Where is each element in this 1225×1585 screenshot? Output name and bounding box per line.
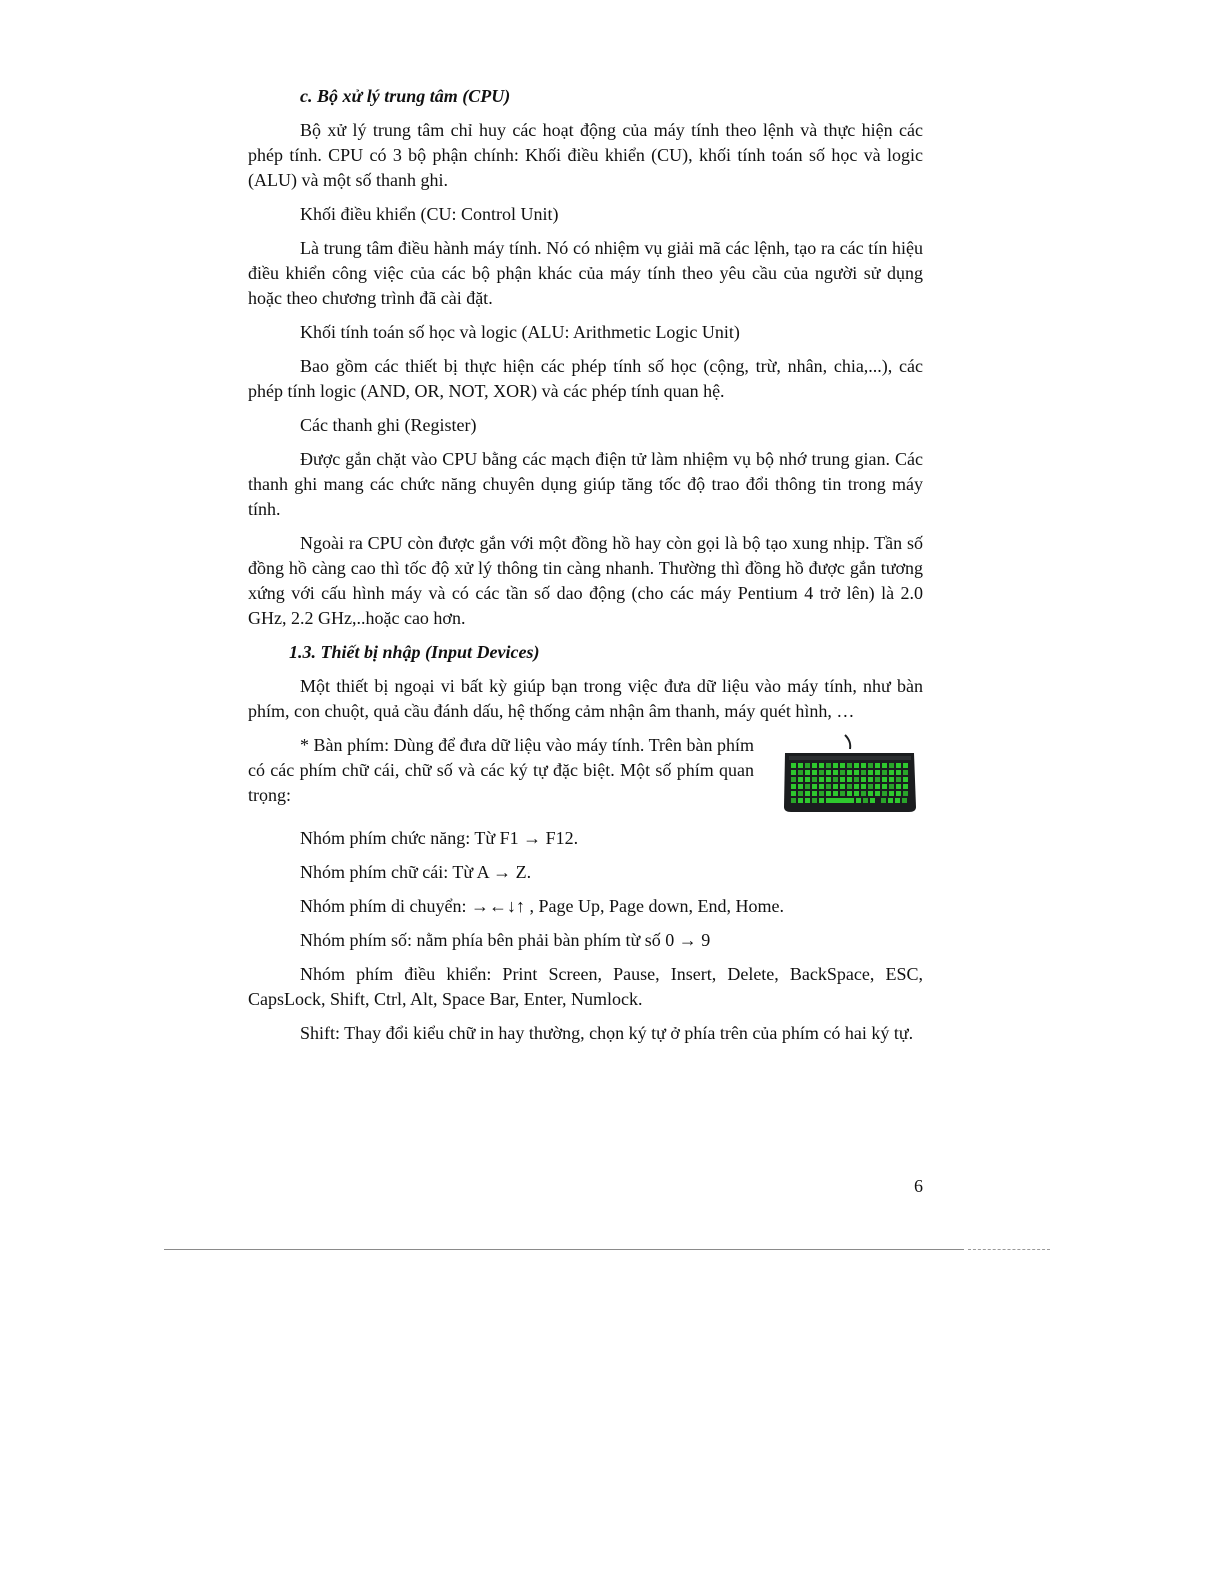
cu-title: Khối điều khiển (CU: Control Unit) bbox=[300, 204, 559, 224]
alu-title: Khối tính toán số học và logic (ALU: Arithmetic Logic Unit) bbox=[300, 322, 740, 342]
nav-keys-line: Nhóm phím di chuyển: →←↓↑ , Page Up, Page down, End, Home. bbox=[300, 896, 784, 916]
register-title: Các thanh ghi (Register) bbox=[300, 415, 477, 435]
footer-divider bbox=[164, 1249, 964, 1250]
paragraph-input-devices: Một thiết bị ngoại vi bất kỳ giúp bạn trong việc đưa dữ liệu vào máy tính, như bàn phím, con chuột, quả cầu đánh dấu, hệ thống cảm nhận âm thanh, máy quét hình, … bbox=[248, 676, 923, 721]
paragraph-clock: Ngoài ra CPU còn được gắn với một đồng hồ hay còn gọi là bộ tạo xung nhịp. Tần số đồng hồ càng cao thì tốc độ xử lý thông tin càng nhanh. Thường thì đồng hồ được gắn tương xứng với cấu hình máy và có các tần số dao động (cho các máy Pentium 4 trở lên) là 2.0 GHz, 2.2 GHz,..hoặc cao hơn. bbox=[248, 533, 923, 628]
paragraph-keyboard: * Bàn phím: Dùng để đưa dữ liệu vào máy tính. Trên bàn phím có các phím chữ cái, chữ số và các ký tự đặc biệt. Một số phím quan trọng: bbox=[248, 735, 754, 805]
heading-cpu: c. Bộ xử lý trung tâm (CPU) bbox=[300, 86, 511, 106]
page-number: 6 bbox=[914, 1176, 923, 1196]
keyboard-section bbox=[248, 733, 923, 817]
paragraph-cpu-intro: Bộ xử lý trung tâm chỉ huy các hoạt động của máy tính theo lệnh và thực hiện các phép tính. CPU có 3 bộ phận chính: Khối điều khiển (CU), khối tính toán số học và logic (ALU) và một số thanh ghi. bbox=[248, 120, 923, 190]
paragraph-cu: Là trung tâm điều hành máy tính. Nó có nhiệm vụ giải mã các lệnh, tạo ra các tín hiệu điều khiển công việc của các bộ phận khác của máy tính theo yêu cầu của người sử dụng hoặc theo chương trình đã cài đặt. bbox=[248, 238, 923, 308]
shift-line: Shift: Thay đổi kiểu chữ in hay thường, chọn ký tự ở phía trên của phím có hai ký tự. bbox=[300, 1023, 914, 1043]
alpha-keys-line: Nhóm phím chữ cái: Từ A → Z. bbox=[300, 862, 532, 882]
paragraph-alu: Bao gồm các thiết bị thực hiện các phép tính số học (cộng, trừ, nhân, chia,...), các phép tính logic (AND, OR, NOT, XOR) và các phép tính quan hệ. bbox=[248, 356, 923, 401]
footer-divider-dashed bbox=[968, 1249, 1050, 1250]
ctrl-keys-line: Nhóm phím điều khiển: Print Screen, Pause, Insert, Delete, BackSpace, ESC, CapsLock, Shift, Ctrl, Alt, Space Bar, Enter, Numlock. bbox=[248, 964, 923, 1009]
paragraph-register: Được gắn chặt vào CPU bằng các mạch điện tử làm nhiệm vụ bộ nhớ trung gian. Các thanh ghi mang các chức năng chuyên dụng giúp tăng tốc độ trao đổi thông tin trong máy tính. bbox=[248, 449, 923, 519]
fn-keys-line: Nhóm phím chức năng: Từ F1 → F12. bbox=[300, 828, 579, 848]
document-page bbox=[248, 84, 923, 1055]
heading-input-devices: 1.3. Thiết bị nhập (Input Devices) bbox=[289, 642, 540, 662]
keyboard-image bbox=[781, 733, 918, 815]
num-keys-line: Nhóm phím số: nằm phía bên phải bàn phím từ số 0 → 9 bbox=[300, 930, 711, 950]
